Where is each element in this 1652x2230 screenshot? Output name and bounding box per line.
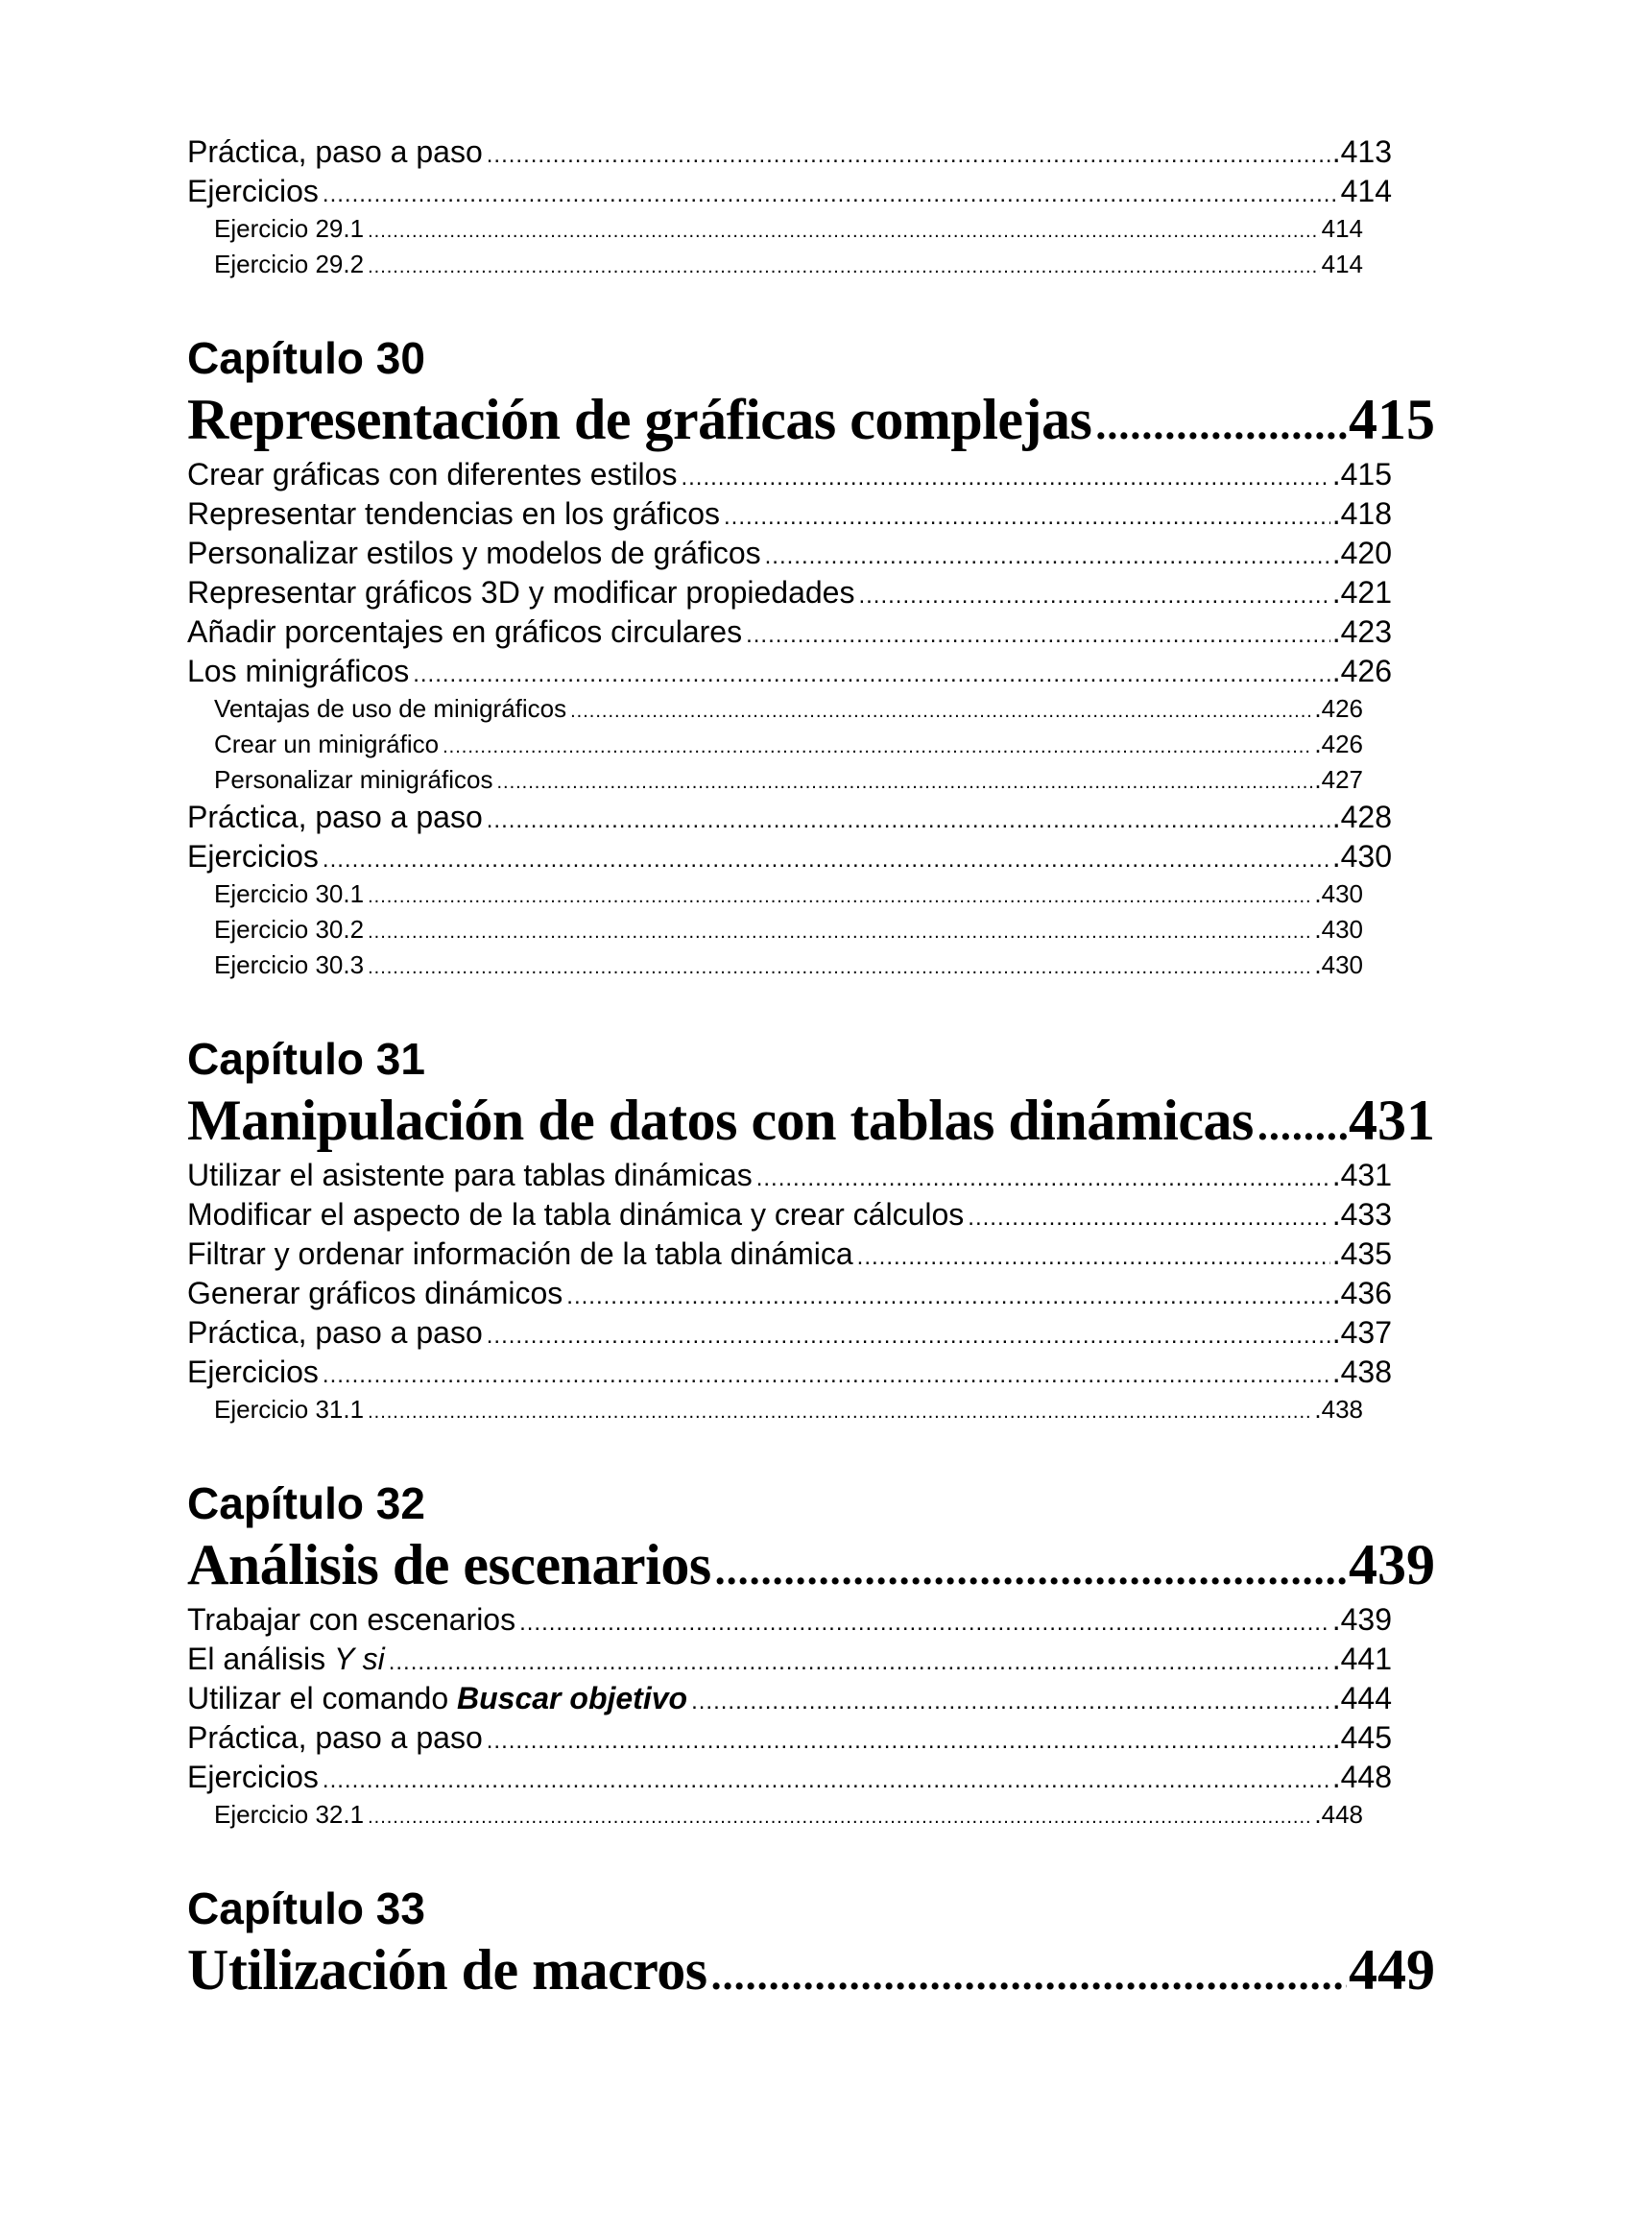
dot-leader — [711, 1940, 1347, 2005]
toc-entry-label: Generar gráficos dinámicos — [187, 1276, 563, 1310]
toc-entry-label: Los minigráficos — [187, 654, 410, 688]
toc-entry-label: Práctica, paso a paso — [187, 1315, 483, 1350]
dot-leader — [746, 615, 1330, 652]
toc-entry-label: Filtrar y ordenar información de la tabla dinámica — [187, 1236, 853, 1271]
chapter-number: Capítulo 32 — [187, 1478, 425, 1528]
toc-entry-label: Representar gráficos 3D y modificar propiedades — [187, 575, 855, 610]
toc-entry-page: .437 — [1331, 1315, 1392, 1350]
toc-entry[interactable] — [187, 1156, 1392, 1195]
toc-entry[interactable] — [187, 612, 1392, 652]
chapter-title[interactable] — [187, 1529, 1435, 1600]
toc-entry-label: Ejercicio 31.1 — [214, 1395, 365, 1424]
dot-leader — [1095, 390, 1347, 455]
toc-entry-page: .415 — [1331, 457, 1392, 492]
toc-entry-label: Trabajar con escenarios — [187, 1602, 516, 1637]
toc-entry[interactable] — [187, 1679, 1392, 1718]
toc-entry-label-text: El análisis — [187, 1642, 334, 1676]
dot-leader — [570, 694, 1312, 727]
toc-entry[interactable] — [187, 132, 1392, 172]
toc-entry[interactable] — [187, 1313, 1392, 1353]
toc-subentry[interactable] — [187, 211, 1363, 247]
toc-entry-label: Ventajas de uso de minigráficos — [214, 694, 567, 723]
toc-entry-label: Ejercicio 29.2 — [214, 250, 365, 278]
toc-entry-page: .430 — [1314, 915, 1363, 944]
dot-leader — [368, 1395, 1312, 1427]
toc-entry-page: .413 — [1331, 134, 1392, 169]
toc-entry-page: 414 — [1340, 174, 1392, 208]
toc-entry-label: Ejercicio 32.1 — [214, 1800, 365, 1829]
dot-leader — [968, 1198, 1329, 1235]
dot-leader — [368, 1800, 1312, 1833]
toc-subentry[interactable] — [187, 1797, 1363, 1833]
toc-subentry[interactable] — [187, 727, 1363, 762]
toc-entry[interactable] — [187, 1640, 1392, 1679]
toc-entry[interactable] — [187, 172, 1392, 211]
toc-entry-page: .431 — [1331, 1158, 1392, 1192]
toc-entry-label — [187, 1640, 387, 1679]
dot-leader — [323, 175, 1339, 211]
dot-leader — [1257, 1091, 1347, 1156]
toc-entry-page: 414 — [1321, 214, 1363, 243]
dot-leader — [496, 765, 1312, 798]
toc-subentry[interactable] — [187, 1392, 1363, 1427]
dot-leader — [487, 1316, 1330, 1353]
toc-entry-page: .445 — [1331, 1720, 1392, 1755]
dot-leader — [487, 1721, 1330, 1758]
toc-entry-page: .426 — [1314, 694, 1363, 723]
toc-entry-label — [187, 1679, 689, 1718]
toc-entry-label: Personalizar minigráficos — [214, 765, 493, 794]
toc-entry-page: .436 — [1331, 1276, 1392, 1310]
toc-entry-label: Utilizar el asistente para tablas dinámicas — [187, 1158, 753, 1192]
dot-leader — [368, 915, 1312, 947]
toc-entry-label-emphasis: Y si — [333, 1642, 385, 1676]
toc-entry-label: Añadir porcentajes en gráficos circulares — [187, 614, 743, 649]
toc-subentry[interactable] — [187, 876, 1363, 912]
toc-entry-page: .426 — [1314, 730, 1363, 758]
toc-entry-label: Crear gráficas con diferentes estilos — [187, 457, 678, 492]
toc-entry-page: .423 — [1331, 614, 1392, 649]
chapter-title-label: Análisis de escenarios — [187, 1533, 711, 1596]
toc-entry[interactable] — [187, 1195, 1392, 1235]
toc-entry-label: Ejercicio 30.2 — [214, 915, 365, 944]
toc-entry-label: Ejercicio 29.1 — [214, 214, 365, 243]
toc-entry-page: .448 — [1331, 1760, 1392, 1794]
dot-leader — [724, 497, 1330, 534]
toc-entry[interactable] — [187, 1353, 1392, 1392]
dot-leader — [368, 879, 1312, 912]
chapter-title-label: Utilización de macros — [187, 1938, 707, 2002]
toc-entry-page: .428 — [1331, 800, 1392, 834]
dot-leader — [368, 214, 1320, 247]
toc-entry[interactable] — [187, 837, 1392, 876]
toc-entry-label: Práctica, paso a paso — [187, 134, 483, 169]
toc-entry-page: .430 — [1314, 879, 1363, 908]
toc-entry-page: .435 — [1331, 1236, 1392, 1271]
toc-entry-page: .438 — [1314, 1395, 1363, 1424]
toc-entry-label: Práctica, paso a paso — [187, 800, 483, 834]
toc-entry-page: .433 — [1331, 1197, 1392, 1232]
toc-subentry[interactable] — [187, 247, 1363, 282]
dot-leader — [487, 801, 1330, 837]
chapter-title-page: 415 — [1349, 388, 1435, 451]
dot-leader — [413, 655, 1330, 691]
toc-entry-page: .420 — [1331, 536, 1392, 570]
chapter-number: Capítulo 31 — [187, 1034, 425, 1084]
dot-leader — [765, 537, 1330, 573]
chapter-number: Capítulo 30 — [187, 333, 425, 383]
chapter-title-page: 449 — [1349, 1938, 1435, 2002]
toc-entry-label: Ejercicio 30.1 — [214, 879, 365, 908]
toc-entry-page: .418 — [1331, 496, 1392, 531]
dot-leader — [323, 1761, 1330, 1797]
toc-entry[interactable] — [187, 1600, 1392, 1640]
toc-entry-page: .439 — [1331, 1602, 1392, 1637]
chapter-title-page: 431 — [1349, 1089, 1435, 1152]
dot-leader — [756, 1159, 1330, 1195]
dot-leader — [368, 250, 1320, 282]
toc-entry-label: Ejercicios — [187, 174, 319, 208]
toc-entry-label: Ejercicios — [187, 1760, 319, 1794]
toc-entry[interactable] — [187, 573, 1392, 612]
toc-entry-page: .441 — [1331, 1642, 1392, 1676]
chapter-number: Capítulo 33 — [187, 1883, 425, 1933]
toc-entry-page: .444 — [1331, 1681, 1392, 1715]
dot-leader — [389, 1643, 1330, 1679]
toc-entry[interactable] — [187, 1758, 1392, 1797]
toc-entry-page: .430 — [1314, 950, 1363, 979]
dot-leader — [519, 1603, 1330, 1640]
toc-entry-label: Ejercicios — [187, 839, 319, 874]
dot-leader — [681, 458, 1329, 494]
toc-entry-label: Representar tendencias en los gráficos — [187, 496, 720, 531]
toc-entry-page: .438 — [1331, 1355, 1392, 1389]
toc-entry[interactable] — [187, 798, 1392, 837]
chapter-title-label: Manipulación de datos con tablas dinámicas — [187, 1089, 1254, 1152]
dot-leader — [691, 1682, 1330, 1718]
toc-subentry[interactable] — [187, 762, 1363, 798]
toc-subentry[interactable] — [187, 947, 1363, 983]
dot-leader — [715, 1535, 1347, 1600]
toc-entry-label: Ejercicio 30.3 — [214, 950, 365, 979]
toc-entry-page: .448 — [1314, 1800, 1363, 1829]
dot-leader — [566, 1277, 1329, 1313]
toc-entry-label: Ejercicios — [187, 1355, 319, 1389]
toc-entry[interactable] — [187, 1235, 1392, 1274]
toc-entry-page: .421 — [1331, 575, 1392, 610]
toc-entry[interactable] — [187, 455, 1392, 494]
toc-entry[interactable] — [187, 652, 1392, 691]
dot-leader — [323, 1355, 1330, 1392]
dot-leader — [323, 840, 1330, 876]
toc-entry-page: 414 — [1321, 250, 1363, 278]
toc-subentry[interactable] — [187, 912, 1363, 947]
dot-leader — [443, 730, 1312, 762]
toc-entry-page: .426 — [1331, 654, 1392, 688]
dot-leader — [857, 1237, 1330, 1274]
toc-entry[interactable] — [187, 1718, 1392, 1758]
toc-entry[interactable] — [187, 494, 1392, 534]
toc-entry-label-text: Utilizar el comando — [187, 1681, 457, 1715]
toc-entry-label-emphasis: Buscar objetivo — [457, 1681, 688, 1715]
toc-entry-page: .427 — [1314, 765, 1363, 794]
toc-entry[interactable] — [187, 534, 1392, 573]
chapter-title-label: Representación de gráficas complejas — [187, 388, 1092, 451]
toc-entry-label: Modificar el aspecto de la tabla dinámica y crear cálculos — [187, 1197, 965, 1232]
toc-page — [187, 132, 1435, 2005]
toc-entry-label: Personalizar estilos y modelos de gráficos — [187, 536, 761, 570]
toc-entry[interactable] — [187, 1274, 1392, 1313]
chapter-title[interactable] — [187, 1085, 1435, 1156]
toc-subentry[interactable] — [187, 691, 1363, 727]
dot-leader — [368, 950, 1312, 983]
chapter-title-page: 439 — [1349, 1533, 1435, 1596]
dot-leader — [487, 135, 1330, 172]
chapter-title[interactable] — [187, 384, 1435, 455]
toc-entry-page: .430 — [1331, 839, 1392, 874]
chapter-title[interactable] — [187, 1934, 1435, 2005]
dot-leader — [858, 576, 1329, 612]
toc-entry-label: Crear un minigráfico — [214, 730, 440, 758]
toc-entry-label: Práctica, paso a paso — [187, 1720, 483, 1755]
